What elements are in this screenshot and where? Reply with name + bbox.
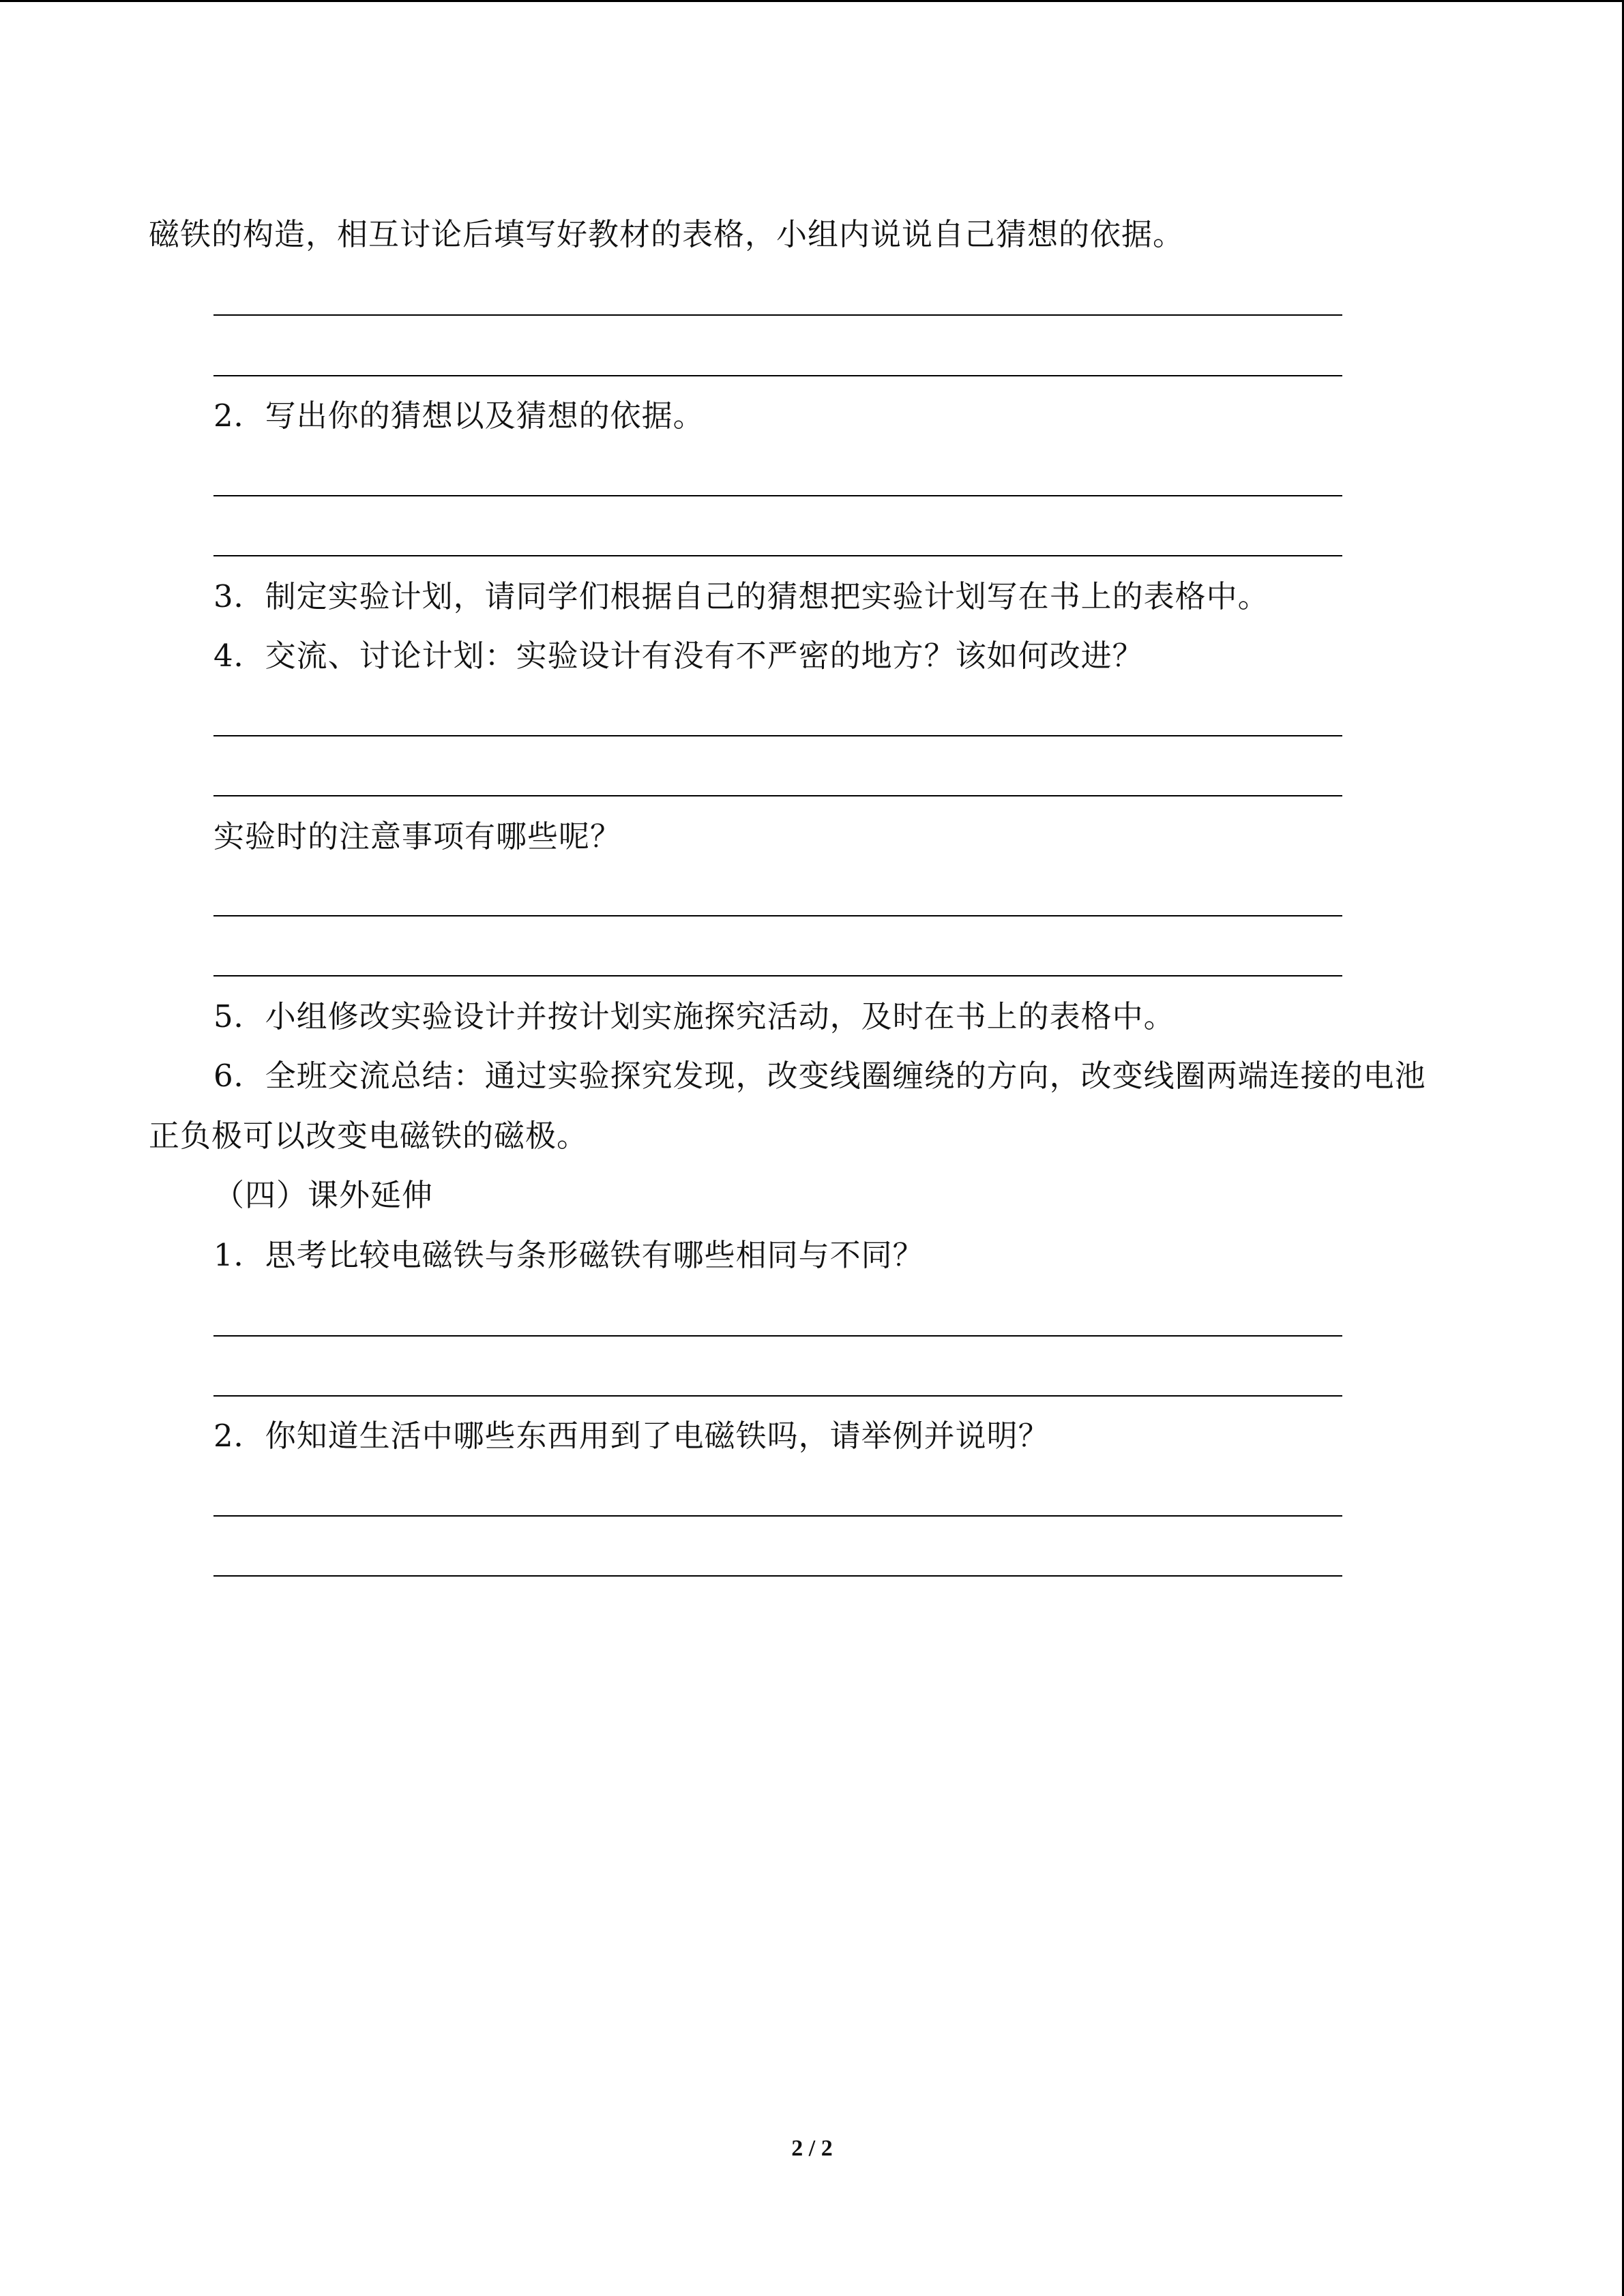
question-6-line2: 正负极可以改变电磁铁的磁极。 bbox=[149, 1118, 589, 1154]
extension-question-1: 1．思考比较电磁铁与条形磁铁有哪些相同与不同？ bbox=[213, 1237, 924, 1273]
answer-line bbox=[213, 975, 1342, 976]
question-5: 5．小组修改实验设计并按计划实施探究活动，及时在书上的表格中。 bbox=[213, 998, 1175, 1034]
answer-line bbox=[213, 555, 1342, 556]
page-number: 2 / 2 bbox=[791, 2136, 833, 2161]
page-border-top bbox=[0, 0, 1624, 2]
answer-line bbox=[213, 1395, 1342, 1397]
question-4-followup: 实验时的注意事项有哪些呢？ bbox=[213, 818, 622, 854]
answer-line bbox=[213, 915, 1342, 916]
answer-line bbox=[213, 375, 1342, 376]
section-heading: （四）课外延伸 bbox=[213, 1177, 434, 1213]
question-6-line1: 6．全班交流总结：通过实验探究发现，改变线圈缠绕的方向，改变线圈两端连接的电池 bbox=[213, 1058, 1426, 1094]
answer-line bbox=[213, 1335, 1342, 1337]
answer-line bbox=[213, 795, 1342, 796]
question-4: 4．交流、讨论计划：实验设计有没有不严密的地方？该如何改进？ bbox=[213, 638, 1144, 674]
answer-line bbox=[213, 1575, 1342, 1577]
question-3: 3．制定实验计划，请同学们根据自己的猜想把实验计划写在书上的表格中。 bbox=[213, 578, 1269, 614]
answer-line bbox=[213, 314, 1342, 316]
extension-question-2: 2．你知道生活中哪些东西用到了电磁铁吗，请举例并说明？ bbox=[213, 1418, 1050, 1454]
answer-line bbox=[213, 495, 1342, 496]
answer-line bbox=[213, 735, 1342, 736]
answer-line bbox=[213, 1515, 1342, 1517]
question-2: 2．写出你的猜想以及猜想的依据。 bbox=[213, 398, 705, 434]
paragraph-continuation: 磁铁的构造，相互讨论后填写好教材的表格，小组内说说自己猜想的依据。 bbox=[149, 216, 1185, 252]
